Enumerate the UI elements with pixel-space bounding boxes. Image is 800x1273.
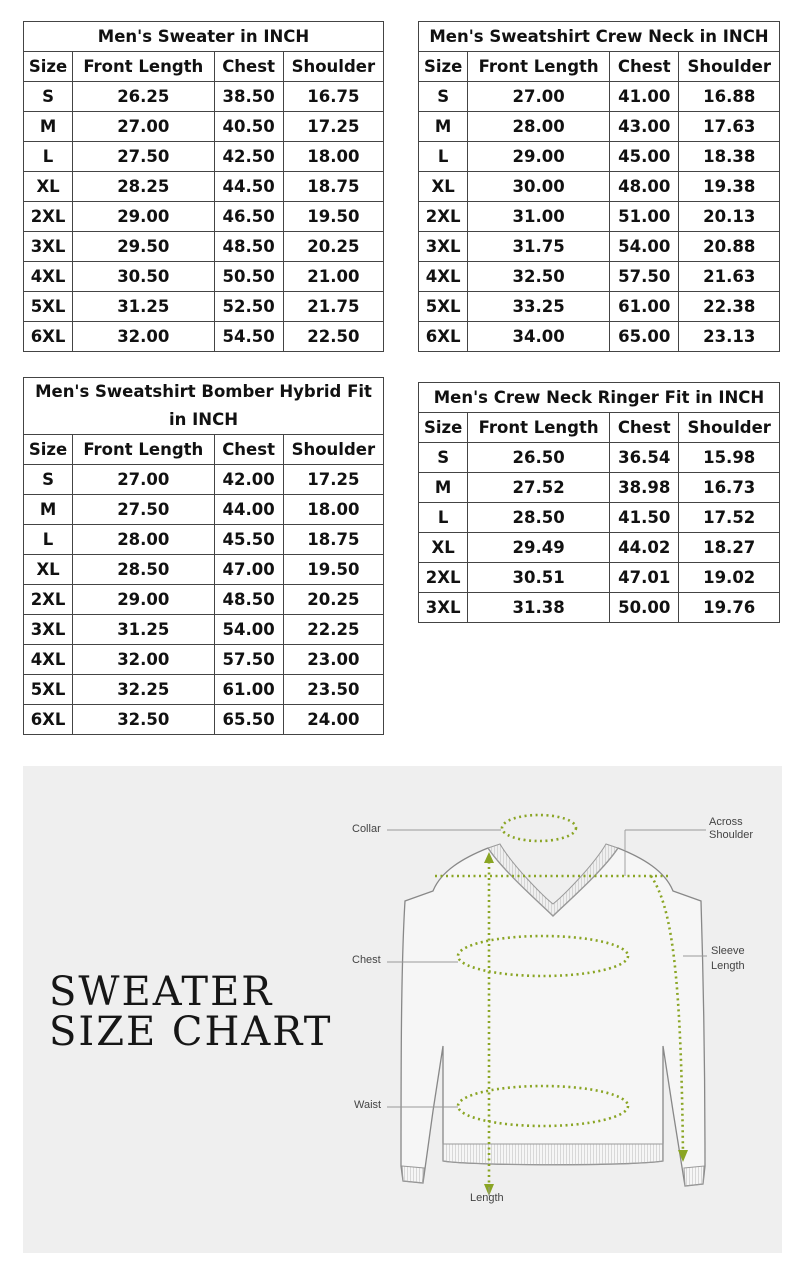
measurement-cell: 16.75 [283,82,383,112]
table-row [419,232,780,262]
sweater-illustration [23,766,782,1253]
measurement-cell: 51.00 [610,202,679,232]
table-title: Men's Sweater in INCH [24,22,384,52]
measurement-cell: 32.00 [73,322,214,352]
measurement-cell: 45.00 [610,142,679,172]
size-cell: M [419,473,468,503]
size-cell: 2XL [24,585,73,615]
measurement-cell: 17.63 [679,112,780,142]
measurement-cell: 22.25 [283,615,383,645]
size-cell: 4XL [24,262,73,292]
measurement-cell: 28.50 [73,555,214,585]
measurement-cell: 50.50 [214,262,283,292]
table-row [419,112,780,142]
measurement-cell: 19.38 [679,172,780,202]
measurement-cell: 32.00 [73,645,214,675]
size-cell: 5XL [24,675,73,705]
collar-measure [502,815,576,841]
across-shoulder-label-2: Shoulder [709,829,754,841]
measurement-cell: 48.50 [214,232,283,262]
table-row [24,82,384,112]
measurement-cell: 36.54 [610,443,679,473]
column-header: Chest [610,52,679,82]
measurement-cell: 20.25 [283,232,383,262]
measurement-cell: 30.50 [73,262,214,292]
column-header: Size [24,435,73,465]
measurement-cell: 54.00 [214,615,283,645]
measurement-cell: 54.00 [610,232,679,262]
column-header: Shoulder [283,52,383,82]
measurement-cell: 31.38 [468,593,610,623]
measurement-cell: 16.88 [679,82,780,112]
size-cell: 3XL [24,615,73,645]
measurement-cell: 29.50 [73,232,214,262]
size-cell: 3XL [419,232,468,262]
size-cell: 6XL [24,322,73,352]
size-cell: S [24,82,73,112]
sweater-size-table [23,21,384,352]
measurement-cell: 23.50 [283,675,383,705]
size-cell: L [24,142,73,172]
size-cell: M [419,112,468,142]
measurement-cell: 27.00 [468,82,610,112]
measurement-cell: 23.13 [679,322,780,352]
measurement-cell: 18.75 [283,525,383,555]
measurement-cell: 44.50 [214,172,283,202]
measurement-cell: 27.00 [73,112,214,142]
measurement-cell: 61.00 [214,675,283,705]
measurement-cell: 38.98 [610,473,679,503]
table-row [419,292,780,322]
measurement-cell: 46.50 [214,202,283,232]
measurement-cell: 32.25 [73,675,214,705]
size-cell: 5XL [24,292,73,322]
measurement-cell: 48.00 [610,172,679,202]
table-row [419,142,780,172]
left-cuff [402,1166,424,1183]
measurement-cell: 34.00 [468,322,610,352]
measurement-cell: 31.75 [468,232,610,262]
table-title: Men's Crew Neck Ringer Fit in INCH [419,383,780,413]
column-header: Chest [610,413,679,443]
size-cell: 3XL [419,593,468,623]
size-cell: M [24,112,73,142]
measurement-cell: 61.00 [610,292,679,322]
collar-label: Collar [352,823,381,835]
measurement-cell: 19.50 [283,202,383,232]
measurement-cell: 28.00 [468,112,610,142]
measurement-cell: 47.01 [610,563,679,593]
measurement-cell: 17.25 [283,112,383,142]
measurement-cell: 30.51 [468,563,610,593]
size-cell: M [24,495,73,525]
table-row [24,112,384,142]
size-cell: 4XL [419,262,468,292]
measurement-cell: 20.88 [679,232,780,262]
table-row [24,585,384,615]
measurement-cell: 32.50 [73,705,214,735]
table-row [24,675,384,705]
measurement-cell: 32.50 [468,262,610,292]
measurement-cell: 57.50 [214,645,283,675]
size-cell: XL [24,555,73,585]
table-row [419,563,780,593]
table-row [24,705,384,735]
table-header-row [24,52,384,82]
measurement-cell: 28.25 [73,172,214,202]
measurement-cell: 22.38 [679,292,780,322]
measurement-cell: 22.50 [283,322,383,352]
table-row [419,533,780,563]
table-row [24,465,384,495]
measurement-cell: 20.25 [283,585,383,615]
table-title: Men's Sweatshirt Crew Neck in INCH [419,22,780,52]
ringer-fit-size-table [418,382,780,623]
measurement-cell: 48.50 [214,585,283,615]
column-header: Front Length [468,413,610,443]
table-header-row [419,413,780,443]
measurement-cell: 29.49 [468,533,610,563]
size-cell: XL [24,172,73,202]
measurement-cell: 21.00 [283,262,383,292]
column-header: Size [419,413,468,443]
measurement-cell: 43.00 [610,112,679,142]
size-cell: XL [419,533,468,563]
sleeve-length-label-2: Length [711,960,745,972]
measurement-cell: 47.00 [214,555,283,585]
sweater-body-outline [401,848,705,1186]
size-cell: L [24,525,73,555]
column-header: Shoulder [283,435,383,465]
measurement-cell: 31.25 [73,615,214,645]
measurement-cell: 31.00 [468,202,610,232]
size-cell: 4XL [24,645,73,675]
measurement-cell: 18.27 [679,533,780,563]
table-row [24,322,384,352]
column-header: Chest [214,52,283,82]
sweater-diagram-panel [23,766,782,1253]
measurement-cell: 18.00 [283,495,383,525]
measurement-cell: 29.00 [73,202,214,232]
measurement-cell: 24.00 [283,705,383,735]
size-cell: XL [419,172,468,202]
measurement-cell: 54.50 [214,322,283,352]
measurement-cell: 27.52 [468,473,610,503]
table-header-row [419,52,780,82]
measurement-cell: 42.50 [214,142,283,172]
crew-neck-size-table [418,21,780,352]
column-header: Size [419,52,468,82]
size-cell: 5XL [419,292,468,322]
measurement-cell: 52.50 [214,292,283,322]
measurement-cell: 42.00 [214,465,283,495]
measurement-cell: 21.63 [679,262,780,292]
table-row [419,473,780,503]
size-cell: L [419,142,468,172]
right-cuff [684,1166,704,1186]
column-header: Chest [214,435,283,465]
table-row [419,503,780,533]
size-cell: 6XL [24,705,73,735]
size-cell: 2XL [419,563,468,593]
measurement-cell: 44.02 [610,533,679,563]
measurement-cell: 19.76 [679,593,780,623]
table-row [419,202,780,232]
table-row [419,443,780,473]
waist-label: Waist [354,1099,382,1111]
measurement-cell: 21.75 [283,292,383,322]
table-row [24,645,384,675]
measurement-cell: 44.00 [214,495,283,525]
size-cell: S [419,82,468,112]
size-cell: 6XL [419,322,468,352]
table-row [24,172,384,202]
size-cell: 2XL [419,202,468,232]
column-header: Shoulder [679,413,780,443]
across-shoulder-label-1: Across [709,816,743,828]
measurement-cell: 50.00 [610,593,679,623]
column-header: Front Length [468,52,610,82]
measurement-cell: 41.50 [610,503,679,533]
column-header: Front Length [73,52,214,82]
sleeve-length-label-1: Sleeve [711,945,745,957]
chest-label: Chest [352,954,381,966]
table-row [24,555,384,585]
measurement-cell: 28.50 [468,503,610,533]
table-row [24,495,384,525]
size-cell: 3XL [24,232,73,262]
size-cell: 2XL [24,202,73,232]
measurement-cell: 27.00 [73,465,214,495]
measurement-cell: 17.25 [283,465,383,495]
table-row [24,142,384,172]
table-row [24,202,384,232]
measurement-cell: 57.50 [610,262,679,292]
size-chart-title-line1: SWEATER [49,969,274,1015]
hem-rib [443,1144,663,1165]
measurement-cell: 30.00 [468,172,610,202]
measurement-cell: 65.50 [214,705,283,735]
table-row [419,262,780,292]
measurement-cell: 40.50 [214,112,283,142]
measurement-cell: 18.38 [679,142,780,172]
measurement-cell: 18.75 [283,172,383,202]
table-header-row [24,435,384,465]
measurement-cell: 18.00 [283,142,383,172]
size-cell: S [419,443,468,473]
size-cell: S [24,465,73,495]
table-row [24,292,384,322]
table-row [24,525,384,555]
measurement-cell: 28.00 [73,525,214,555]
table-row [24,615,384,645]
measurement-cell: 27.50 [73,142,214,172]
measurement-cell: 27.50 [73,495,214,525]
column-header: Shoulder [679,52,780,82]
measurement-cell: 41.00 [610,82,679,112]
measurement-cell: 45.50 [214,525,283,555]
size-chart-title-line2: SIZE CHART [49,1009,333,1055]
measurement-cell: 15.98 [679,443,780,473]
measurement-cell: 19.50 [283,555,383,585]
measurement-cell: 38.50 [214,82,283,112]
table-title: Men's Sweatshirt Bomber Hybrid Fit in INCH [24,378,384,435]
measurement-cell: 16.73 [679,473,780,503]
table-row [419,322,780,352]
table-row [419,172,780,202]
measurement-cell: 20.13 [679,202,780,232]
measurement-cell: 23.00 [283,645,383,675]
measurement-cell: 19.02 [679,563,780,593]
table-row [419,82,780,112]
bomber-hybrid-size-table [23,377,384,735]
measurement-cell: 26.25 [73,82,214,112]
measurement-cell: 29.00 [73,585,214,615]
column-header: Size [24,52,73,82]
table-row [24,262,384,292]
table-row [419,593,780,623]
measurement-cell: 26.50 [468,443,610,473]
measurement-cell: 17.52 [679,503,780,533]
measurement-cell: 65.00 [610,322,679,352]
measurement-cell: 29.00 [468,142,610,172]
length-label: Length [470,1192,504,1204]
column-header: Front Length [73,435,214,465]
measurement-cell: 31.25 [73,292,214,322]
size-cell: L [419,503,468,533]
table-row [24,232,384,262]
measurement-cell: 33.25 [468,292,610,322]
